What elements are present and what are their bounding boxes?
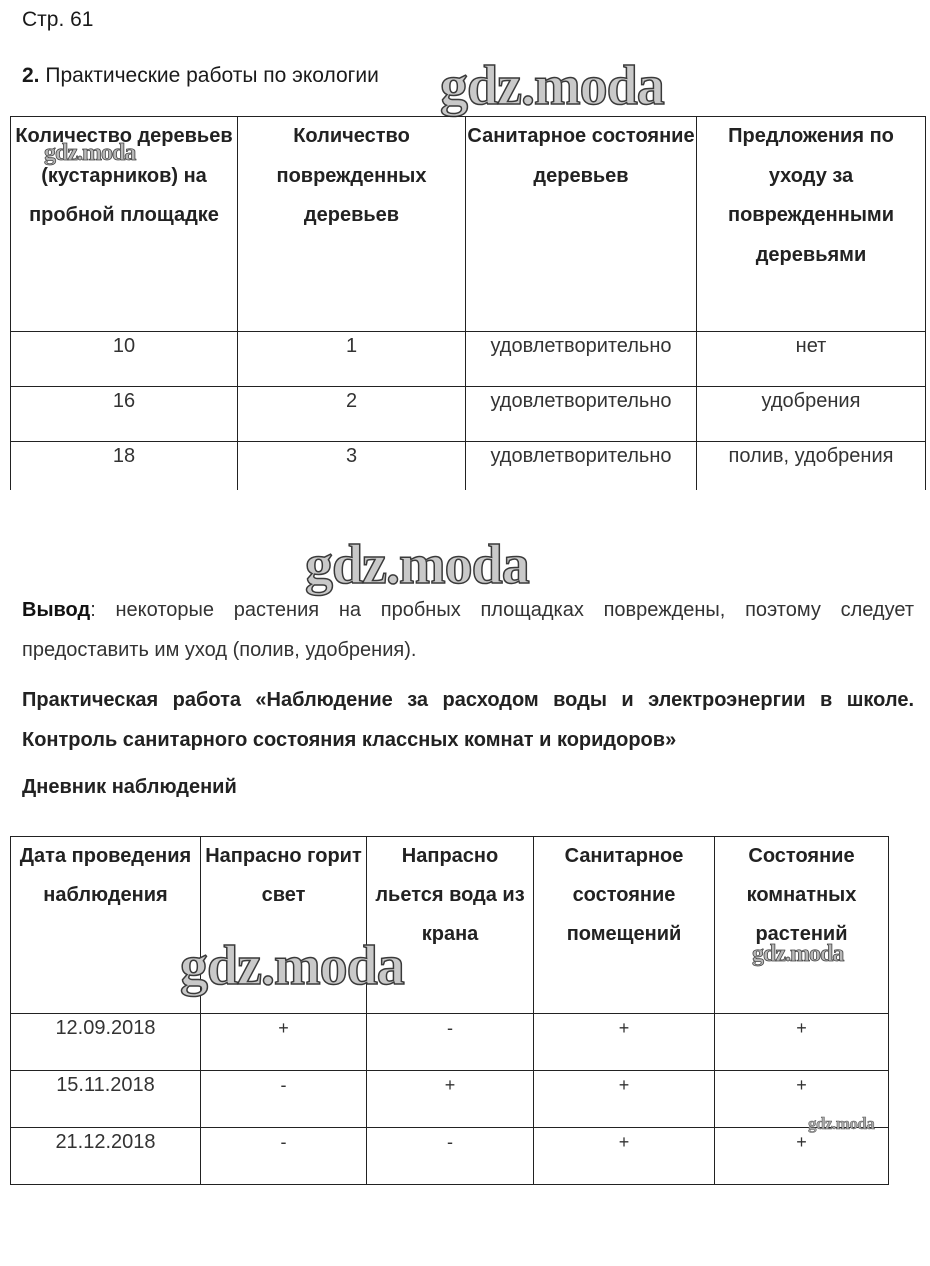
diary-title: Дневник наблюдений (22, 776, 237, 798)
cell-plants-state: + (715, 1014, 889, 1071)
table-row (11, 332, 926, 387)
conclusion-label: Вывод (22, 599, 91, 621)
header-plants-state: Состояние комнатных растений (715, 837, 889, 1014)
cell-damaged-count: 3 (238, 442, 466, 491)
conclusion-paragraph (22, 590, 914, 670)
watermark-logo: gdz.moda (44, 140, 136, 166)
header-light-wasted: Напрасно горит свет (201, 837, 367, 1014)
tree-survey-table (10, 116, 926, 490)
page-number: Стр. 61 (22, 8, 94, 31)
cell-room-sanitary: + (534, 1071, 715, 1128)
cell-room-sanitary: + (534, 1014, 715, 1071)
table-row (11, 387, 926, 442)
watermark-logo: gdz.moda (180, 935, 404, 997)
cell-sanitary-state: удовлетворительно (466, 387, 697, 442)
cell-damaged-count: 1 (238, 332, 466, 387)
watermark-logo: gdz.moda (305, 534, 529, 596)
cell-light-wasted: - (201, 1128, 367, 1185)
cell-water-wasted: - (367, 1128, 534, 1185)
header-damaged-count: Количество поврежденных деревьев (238, 117, 466, 332)
cell-sanitary-state: удовлетворительно (466, 332, 697, 387)
cell-water-wasted: - (367, 1014, 534, 1071)
conclusion-text: : некоторые растения на пробных площадках повреждены, поэтому следует предоставить им уход (полив, удобрения). (22, 599, 914, 661)
header-sanitary-state: Санитарное состояние деревьев (466, 117, 697, 332)
cell-care-suggestion: полив, удобрения (697, 442, 926, 491)
cell-sanitary-state: удовлетворительно (466, 442, 697, 491)
watermark-logo: gdz.moda (440, 55, 664, 117)
cell-light-wasted: - (201, 1071, 367, 1128)
observation-diary-table (10, 836, 889, 1185)
cell-tree-count: 18 (11, 442, 238, 491)
header-date: Дата проведения наблюдения (11, 837, 201, 1014)
header-tree-count: Количество деревьев (кустарников) на пробной площадке (11, 117, 238, 332)
watermark-logo: gdz.moda (752, 941, 844, 967)
header-room-sanitary: Санитарное состояние помещений (534, 837, 715, 1014)
cell-care-suggestion: удобрения (697, 387, 926, 442)
section-title-text: Практические работы по экологии (39, 64, 379, 87)
table-header-row (11, 117, 926, 332)
cell-plants-state: + (715, 1071, 889, 1128)
table-row (11, 442, 926, 491)
header-care-suggestions: Предложения по уходу за поврежденными деревьями (697, 117, 926, 332)
cell-tree-count: 16 (11, 387, 238, 442)
section-number: 2. (22, 64, 40, 87)
header-water-wasted: Напрасно льется вода из крана (367, 837, 534, 1014)
cell-tree-count: 10 (11, 332, 238, 387)
watermark-logo: gdz.moda (808, 1114, 875, 1133)
section-title (22, 64, 379, 88)
cell-date: 12.09.2018 (11, 1014, 201, 1071)
table-row (11, 1128, 889, 1185)
cell-water-wasted: + (367, 1071, 534, 1128)
table-row (11, 1014, 889, 1071)
cell-light-wasted: + (201, 1014, 367, 1071)
cell-date: 21.12.2018 (11, 1128, 201, 1185)
cell-date: 15.11.2018 (11, 1071, 201, 1128)
cell-plants-state: + (715, 1128, 889, 1185)
table-header-row (11, 837, 889, 1014)
cell-damaged-count: 2 (238, 387, 466, 442)
practical-work-title: Практическая работа «Наблюдение за расходом воды и электроэнергии в школе. Контроль санитарного состояния классных комнат и коридоров» (22, 689, 914, 751)
cell-room-sanitary: + (534, 1128, 715, 1185)
cell-care-suggestion: нет (697, 332, 926, 387)
table-row (11, 1071, 889, 1128)
